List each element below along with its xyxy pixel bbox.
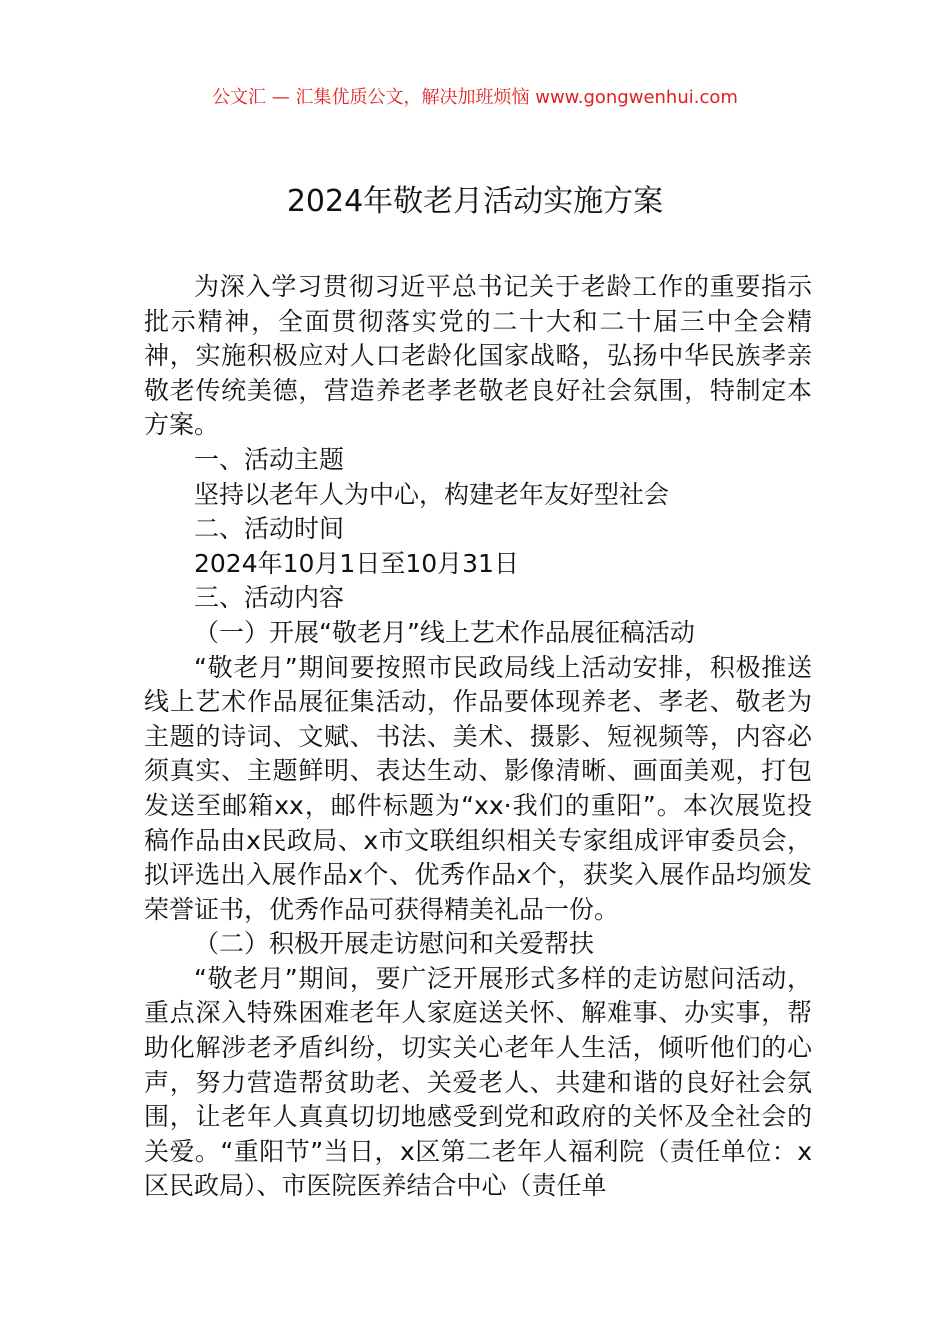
paragraph-theme: 坚持以老年人为中心，构建老年友好型社会 <box>194 479 670 509</box>
site-header-banner: 公文汇 — 汇集优质公文，解决加班烦恼 www.gongwenhui.com <box>212 87 738 108</box>
paragraph-time: 2024年10月1日至10月31日 <box>194 548 519 578</box>
paragraph-intro: 为深入学习贯彻习近平总书记关于老龄工作的重要指示批示精神，全面贯彻落实党的二十大和二十届三中全会精神，实施积极应对人口老龄化国家战略，弘扬中华民族孝亲敬老传统美德，营造养老孝老敬老良好社会氛围，特制定本方案。 <box>144 272 812 440</box>
section-heading-content: 三、活动内容 <box>194 583 345 613</box>
section-heading-theme: 一、活动主题 <box>194 444 345 474</box>
document-body <box>144 270 812 1204</box>
section-heading-time: 二、活动时间 <box>194 514 345 544</box>
document-title: 2024年敬老月活动实施方案 <box>286 184 664 219</box>
subsection-heading-1: （一）开展“敬老月”线上艺术作品展征稿活动 <box>194 617 695 647</box>
paragraph-subsection-2: “敬老月”期间，要广泛开展形式多样的走访慰问活动，重点深入特殊困难老年人家庭送关怀、解难事、办实事，帮助化解涉老矛盾纠纷，切实关心老年人生活，倾听他们的心声，努力营造帮贫助老、关爱老人、共建和谐的良好社会氛围，让老年人真真切切地感受到党和政府的关怀及全社会的关爱。“重阳节”当日，x区第二老年人福利院（责任单位：x区民政局）、市医院医养结合中心（责任单 <box>144 963 812 1201</box>
paragraph-subsection-1: “敬老月”期间要按照市民政局线上活动安排，积极推送线上艺术作品展征集活动，作品要体现养老、孝老、敬老为主题的诗词、文赋、书法、美术、摄影、短视频等，内容必须真实、主题鲜明、表达生动、影像清晰、画面美观，打包发送至邮箱xx，邮件标题为“xx·我们的重阳”。本次展览投稿作品由x民政局、x市文联组织相关专家组成评审委员会，拟评选出入展作品x个、优秀作品x个，获奖入展作品均颁发荣誉证书，优秀作品可获得精美礼品一份。 <box>144 652 812 924</box>
subsection-heading-2: （二）积极开展走访慰问和关爱帮扶 <box>194 929 595 959</box>
